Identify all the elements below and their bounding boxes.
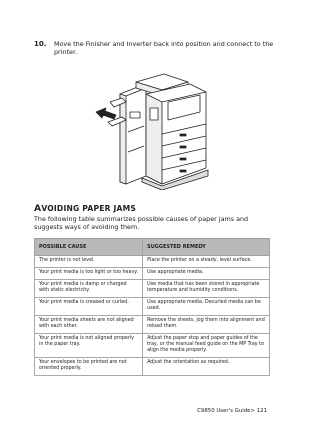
remedy-cell: Remove the sheets, jog them into alignment and reload them.	[143, 315, 270, 333]
arrow-icon	[96, 108, 116, 119]
table-row	[35, 279, 270, 297]
cause-cell: Your print media is too light or too heavy.	[35, 267, 143, 279]
table-row	[35, 315, 270, 333]
cause-cell: Your print media is creased or curled.	[35, 297, 143, 315]
remedy-cell: Adjust the orientation as required.	[143, 357, 270, 375]
section-heading	[34, 203, 136, 214]
page-footer: C9850 User's Guide> 121	[197, 408, 267, 414]
remedy-cell: Use appropriate media.	[143, 267, 270, 279]
remedy-cell: Use appropriate media. Decurled media can be used.	[143, 297, 270, 315]
remedy-cell: Use media that has been stored in appropriate temperature and humidity conditions.	[143, 279, 270, 297]
intro-paragraph: The following table summarizes possible causes of paper jams and suggests ways of avoiding them.	[34, 215, 249, 232]
header-possible-cause: POSSIBLE CAUSE	[35, 239, 143, 256]
step-text: Move the Finisher and Inverter back into position and connect to the printer.	[54, 40, 274, 57]
heading-initial: A	[34, 203, 42, 214]
step-number: 10.	[34, 40, 47, 48]
table-row	[35, 297, 270, 315]
remedy-cell: Adjust the paper stop and paper guides of the tray, or the manual feed guide on the MP Tray to align the media properly.	[143, 333, 270, 357]
table-row	[35, 357, 270, 375]
printer-finisher-illustration	[92, 72, 212, 190]
remedy-cell: Place the printer on a steady, level surface.	[143, 256, 270, 268]
cause-cell: The printer is not level.	[35, 256, 143, 268]
table-header-row	[35, 239, 270, 256]
step-10	[34, 40, 274, 57]
cause-cell: Your print media is damp or charged with static electricity.	[35, 279, 143, 297]
table-row	[35, 256, 270, 268]
cause-cell: Your envelopes to be printed are not oriented properly.	[35, 357, 143, 375]
cause-cell: Your print media sheets are not aligned with each other.	[35, 315, 143, 333]
header-suggested-remedy: SUGGESTED REMEDY	[143, 239, 270, 256]
table-row	[35, 267, 270, 279]
cause-cell: Your print media is not aligned properly in the paper tray.	[35, 333, 143, 357]
paper-jam-table	[34, 238, 270, 376]
table-row	[35, 333, 270, 357]
heading-rest: VOIDING PAPER JAMS	[41, 204, 137, 213]
